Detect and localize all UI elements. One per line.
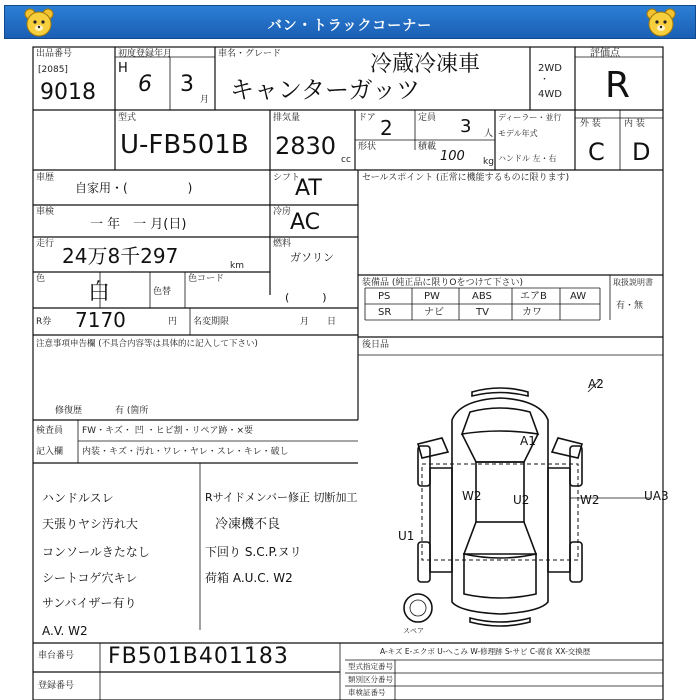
int-grade: D (632, 138, 651, 166)
mileage-label: 走行 (36, 239, 55, 249)
equip-pw: PW (424, 291, 440, 302)
equip-sr: SR (378, 307, 392, 318)
equip-abs: ABS (472, 291, 492, 302)
notes-label: 注意事項申告欄 (不具合内容等は具体的に記入して下さい) (36, 339, 258, 349)
color-swatch-label: 色替 (153, 287, 172, 297)
recycle-label: R券 (36, 317, 52, 327)
reg-no-label: 登録番号 (38, 681, 75, 691)
remark-right-3: 下回り S.C.P.ヌリ (205, 545, 302, 559)
ac-value: AC (290, 210, 321, 235)
era: H (118, 61, 128, 76)
equip-ps: PS (378, 291, 391, 302)
name-change-value: 月 日 (300, 317, 337, 327)
entry-items: 内装・キズ・汚れ・ワレ・ヤレ・スレ・キレ・破し (82, 447, 289, 457)
mark-ua3: UA3 (644, 489, 669, 503)
ext-label: 外 装 (580, 119, 601, 129)
load-label: 積載 (418, 142, 437, 152)
capacity-label: 定員 (418, 113, 437, 123)
displacement-value: 2830 (275, 132, 337, 160)
fuel-value: ガソリン (290, 251, 334, 264)
inspector-items: FW・キズ・ 凹 ・ヒビ割・リペア跡・×要 (82, 426, 253, 436)
mark-u1: U1 (398, 529, 415, 543)
load-value: 100 (440, 149, 465, 164)
repair-value: 有 (箇所 (115, 406, 149, 416)
equip-tv: TV (476, 307, 489, 318)
drive-dot: ・ (540, 75, 550, 85)
drive-2wd: 2WD (538, 63, 562, 74)
inspection-value: 一 年 一 月(日) (90, 217, 187, 232)
score-value: R (605, 65, 631, 106)
banner-title: バン・トラックコーナー (267, 18, 433, 34)
mark-a1: A1 (520, 434, 536, 448)
manual-label: 取扱説明書 (613, 278, 653, 287)
load-unit: kg (483, 157, 494, 167)
disp-unit: cc (341, 155, 351, 165)
first-reg-label: 初度登録年月 (118, 49, 173, 59)
name-change-label: 名変期限 (193, 317, 230, 327)
use-value: 自家用・( ) (75, 181, 193, 195)
color-code-label: 色コード (188, 274, 225, 284)
car-grade: 冷蔵冷凍車 (370, 52, 481, 77)
ac-label: 冷房 (273, 207, 292, 217)
inspection-label: 車検 (36, 207, 55, 217)
recycle-value: 7170 (75, 308, 126, 332)
color-label: 色 (36, 274, 46, 284)
vin-label: 車台番号 (38, 651, 75, 661)
handle-label: ハンドル 左・右 (498, 154, 557, 163)
disp-label: 排気量 (273, 113, 301, 123)
sales-point-label: セールスポイント (正常に機能するものに限ります) (362, 173, 570, 183)
damage-legend: A-キズ E-エクボ U-へこみ W-修理跡 S-サビ C-腐食 XX-交換歴 (380, 647, 591, 656)
small-label-2: 類別区分番号 (348, 675, 393, 684)
fuel-paren: ( ) (285, 291, 327, 304)
after-items-label: 後日品 (362, 340, 390, 350)
remark-right-1: Rサイドメンバー修正 切断加工 (205, 491, 358, 504)
ext-grade: C (588, 138, 605, 166)
shift-label: シフト (273, 173, 301, 183)
mark-w2-left: W2 (462, 489, 482, 503)
fuel-label: 燃料 (273, 239, 292, 249)
remark-5: サンバイザー有り (42, 596, 137, 610)
doors-value: 2 (380, 116, 393, 140)
reg-month: 3 (180, 72, 194, 97)
shift-value: AT (295, 176, 322, 201)
capacity-value: 3 (460, 116, 472, 137)
drive-4wd: 4WD (538, 89, 562, 100)
remark-right-2: 冷凍機不良 (215, 517, 281, 532)
name-grade-label: 車名・グレード (218, 49, 282, 59)
car-name: キャンターガッツ (230, 76, 421, 104)
small-label-3: 車検証番号 (348, 688, 386, 697)
model-value: U-FB501B (120, 130, 249, 160)
remark-1: ハンドルスレ (42, 491, 114, 505)
equip-airbag: エアB (520, 291, 547, 302)
inspector-label: 検査員 (36, 426, 64, 436)
equip-leather: カワ (522, 307, 542, 318)
entry-label: 記入欄 (36, 447, 64, 457)
spare-label: スペア (403, 627, 424, 635)
model-year-label: モデル年式 (498, 129, 538, 138)
mileage-unit: km (230, 261, 244, 271)
mark-w2-right: W2 (580, 493, 600, 507)
model-label: 型式 (118, 113, 137, 123)
remark-2: 天張りヤシ汚れ大 (42, 517, 138, 531)
remark-right-4: 荷箱 A.U.C. W2 (205, 571, 293, 585)
capacity-unit: 人 (484, 129, 494, 139)
mark-a2: A2 (588, 377, 604, 391)
vehicle-damage-diagram (360, 372, 660, 642)
equip-navi: ナビ (424, 307, 444, 318)
reg-year: 6 (138, 72, 152, 97)
int-label: 内 装 (624, 119, 645, 129)
equip-aw: AW (570, 291, 587, 302)
color-value: 白 (88, 280, 111, 305)
recycle-unit: 円 (168, 317, 178, 327)
lot-number: 9018 (40, 80, 96, 105)
mileage-value: 24万8千297 (62, 244, 179, 268)
door-label: ドア (358, 113, 376, 123)
mark-u2: U2 (513, 493, 530, 507)
score-label: 評価点 (590, 48, 620, 59)
repair-label: 修復歴 (55, 406, 83, 416)
equipment-label: 装備品 (純正品に限りOをつけて下さい) (362, 278, 523, 288)
dealer-label: ディーラー・並行 (498, 113, 562, 122)
remark-6: A.V. W2 (42, 624, 88, 638)
small-label-1: 型式指定番号 (348, 662, 393, 671)
shape-label: 形状 (358, 142, 377, 152)
lot-label: 出品番号 (36, 49, 73, 59)
manual-value: 有・無 (616, 301, 644, 311)
remark-4: シートコゲ穴キレ (42, 571, 138, 585)
remark-3: コンソールきたなし (42, 545, 150, 559)
use-label: 車歴 (36, 173, 55, 183)
lot-sub: [2085] (38, 65, 68, 75)
reg-month-suffix: 月 (200, 95, 210, 105)
vin-value: FB501B401183 (108, 644, 289, 669)
